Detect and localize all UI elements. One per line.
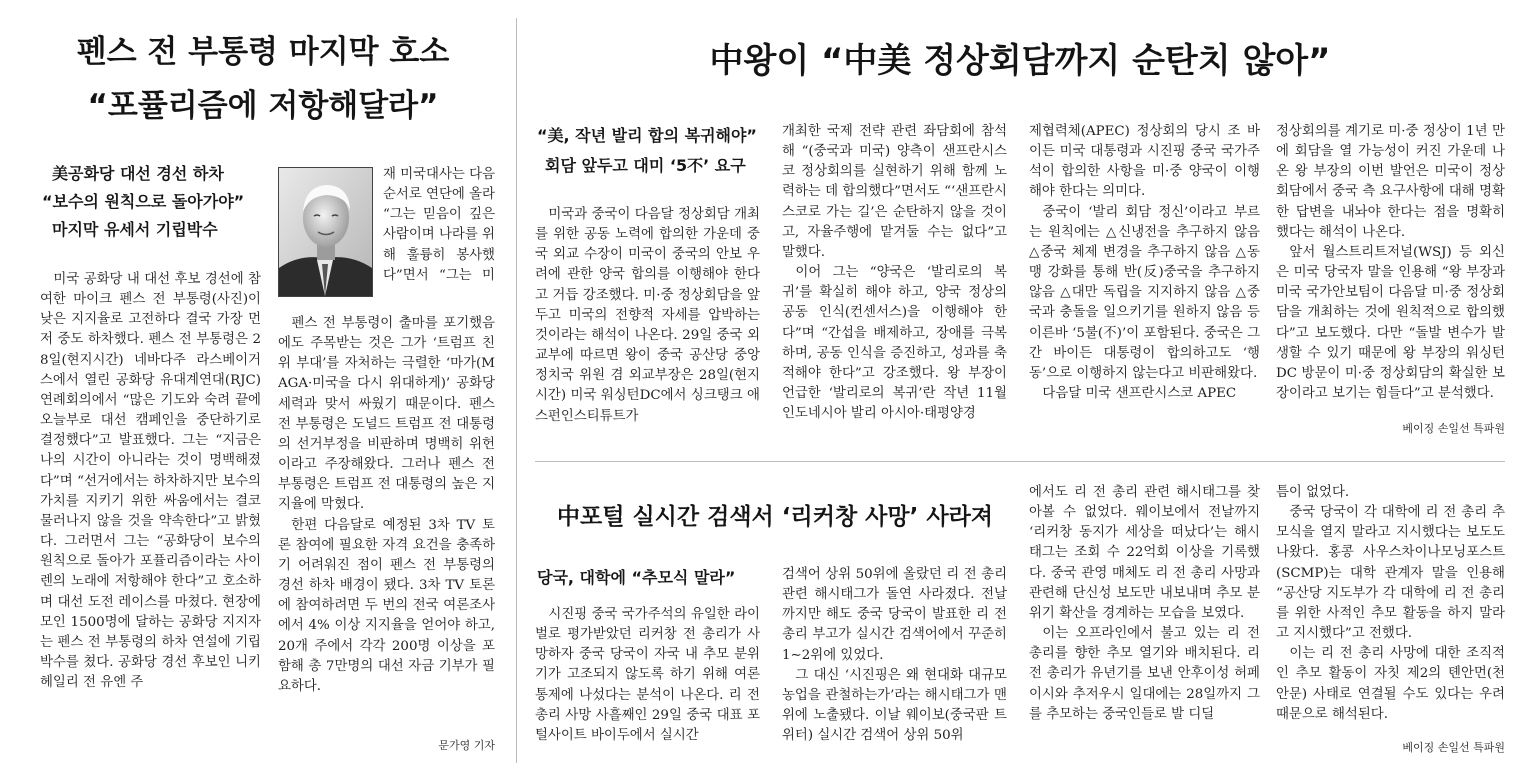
left-subhead-3: 마지막 유세서 기립박수 bbox=[52, 220, 218, 239]
bottom-article-column-1 bbox=[535, 605, 760, 765]
column-divider-vertical bbox=[516, 18, 517, 763]
bottom-col3-para1: 에서도 리 전 총리 관련 해시태그를 찾아볼 수 없었다. 웨이보에서 전날까지 ‘리커창 동지가 세상을 떠났다’는 해시태그는 조회 수 22억회 이상을 기록했다. 중국 관영 매체도 리 전 총리 사망과 관련해 단신성 보도만 내보내며 추모 분위기 확산을 경계하는 모습을 보였다. bbox=[1029, 485, 1260, 621]
left-article-column-2b bbox=[278, 314, 495, 734]
top-col3-para3: 다음달 미국 샌프란시스코 APEC bbox=[1042, 386, 1237, 402]
bottom-col2-para2: 그 대신 ‘시진핑은 왜 현대화 대규모 농업을 관철하는가’라는 해시태그가 맨 위에 노출됐다. 이날 웨이보(중국판 트위터) 실시간 검색어 상위 50위 bbox=[782, 667, 1007, 744]
left-headline-line2: “포퓰리즘에 저항해달라” bbox=[87, 88, 439, 124]
top-col2-para1: 개최한 국제 전략 관련 좌담회에 참석해 “(중국과 미국) 양측이 샌프란시스코 정상회의를 실현하기 위해 함께 노력하는 데 합의했다”면서도 “‘샌프란시스코로 가는 길’은 순탄하지 않을 것이고, 자율주행에 맡겨둘 수는 없다”고 말했다. bbox=[782, 124, 1007, 260]
left-byline: 문가영 기자 bbox=[438, 739, 495, 752]
top-byline: 베이징 손일선 특파원 bbox=[1402, 422, 1505, 435]
left-subhead-1: 美공화당 대선 경선 하차 bbox=[52, 164, 224, 183]
top-col4-para2: 앞서 월스트리트저널(WSJ) 등 외신은 미국 당국자 말을 인용해 “왕 부장과 미국 국가안보팀이 다음달 미·중 정상회담을 개최하는 것에 원칙적으로 합의했다”고 보도했다. 다만 “돌발 변수가 발생할 수 있기 때문에 왕 부장의 워싱턴DC 방문이 미·중 정상회담의 확실한 보장이라고 보기는 힘들다”고 분석했다. bbox=[1276, 244, 1505, 402]
bottom-col4-para2: 중국 당국이 각 대학에 리 전 총리 추모식을 열지 말라고 지시했다는 보도도 나왔다. 홍콩 사우스차이나모닝포스트(SCMP)는 대학 관계자 말을 인용해 “공산당 지도부가 각 대학에 리 전 총리를 위한 사적인 추모 활동을 하지 말라고 지시했다”고 전했다. bbox=[1276, 505, 1505, 642]
bottom-article-column-3 bbox=[1029, 483, 1260, 765]
left-article-column-1 bbox=[40, 270, 261, 764]
bottom-col4-para1: 틈이 없었다. bbox=[1276, 485, 1350, 500]
left-subhead-2: “보수의 원칙으로 돌아가야” bbox=[42, 192, 245, 211]
left-col1-text: 미국 공화당 내 대선 후보 경선에 참여한 마이크 펜스 전 부통령(사진)이 낮은 지지율로 고전하다 결국 가장 먼저 중도 하차했다. 펜스 전 부통령은 28일(현지시간) 네바다주 라스베이거스에서 열린 공화당 유대계연대(RJC) 연례회의에서 “많은 기도와 숙려 끝에 오늘부로 대선 캠페인을 중단하기로 결정했다”고 발표했다. 그는 “지금은 나의 시간이 아니라는 것이 명백해졌다”며 “선거에서는 하차하지만 보수의 가치를 지키기 위한 싸움에서는 결코 물러나지 않을 것을 약속한다”고 밝혔다. 그러면서 그는 “공화당이 보수의 원칙으로 돌아가 포퓰리즘이라는 사이렌의 노래에 저항해야 한다”고 호소하며 대선 도전 레이스를 마쳤다. 현장에 모인 1500명에 달하는 공화당 지지자는 펜스 전 부통령의 하차 연설에 기립 박수를 쳤다. 공화당 경선 후보인 니키 헤일리 전 유엔 주 bbox=[40, 272, 261, 691]
bottom-col3-para2: 이는 오프라인에서 불고 있는 리 전 총리를 향한 추모 열기와 배치된다. 리 전 총리가 유년기를 보낸 안후이성 허페이시와 추저우시 일대에는 28일까지 그를 추모하는 중국인들로 발 디딜 bbox=[1029, 626, 1260, 722]
bottom-byline: 베이징 손일선 특파원 bbox=[1402, 741, 1505, 754]
bottom-headline: 中포털 실시간 검색서 ‘리커창 사망’ 사라져 bbox=[557, 504, 993, 530]
top-col3-para2: 중국이 ‘발리 회담 정신’이라고 부르는 원칙에는 △신냉전을 추구하지 않음 △중국 체제 변경을 추구하지 않음 △동맹 강화를 통해 반(反)중국을 추구하지 않음 △대만 독립을 지지하지 않음 △중국과 충돌을 일으키기를 원하지 않음 등 이른바 ‘5불(不)’이 포함된다. 중국은 그간 바이든 대통령이 합의하고도 ‘행동’으로 이행하지 않는다고 비판해왔다. bbox=[1029, 204, 1260, 381]
bottom-col1-text: 시진핑 중국 국가주석의 유일한 라이벌로 평가받았던 리커창 전 총리가 사망하자 중국 당국이 자국 내 추모 분위기가 고조되지 않도록 하기 위해 여론 통제에 나섰다는 분석이 나온다. 리 전 총리 사망 사흘째인 29일 중국 대표 포털사이트 바이두에서 실시간 bbox=[535, 607, 760, 743]
left-col2-para3: 한편 다음달로 예정된 3차 TV 토론 참여에 필요한 자격 요건을 충족하기 어려워진 점이 펜스 전 부통령의 경선 하차 배경이 됐다. 3차 TV 토론에 참여하려면 두 번의 전국 여론조사에서 4% 이상 지지율을 얻어야 하고, 20개 주에서 각각 200명 이상을 포함해 총 7만명의 대선 자금 기부가 필요하다. bbox=[278, 517, 495, 694]
portrait-image bbox=[279, 168, 372, 296]
bottom-col2-para1: 검색어 상위 50위에 올랐던 리 전 총리 관련 해시태그가 돌연 사라졌다. 전날까지만 해도 중국 당국이 발표한 리 전 총리 부고가 실시간 검색어에서 꾸준히 1∼2위에 있었다. bbox=[782, 567, 1007, 663]
top-headline: 中왕이 “中美 정상회담까지 순탄치 않아” bbox=[709, 41, 1331, 81]
left-col2-para2: 펜스 전 부통령이 출마를 포기했음에도 주목받는 것은 그가 ‘트럼프 친위 부대’를 자처하는 극렬한 ‘마가(MAGA·미국을 다시 위대하게)’ 공화당 세력과 맞서 싸웠기 때문이다. 펜스 전 부통령은 도널드 트럼프 전 대통령의 선거부정을 비판하며 명백히 위헌이라고 주장해왔다. 그러나 펜스 전 부통령은 트럼프 전 대통령의 높은 지지율에 막혔다. bbox=[278, 316, 495, 513]
top-col2-para2: 이어 그는 “양국은 ‘발리로의 복귀’를 확실히 해야 하고, 양국 정상의 공동 인식(컨센서스)을 이행해야 한다”며 “간섭을 배제하고, 장애를 극복하며, 공동 인식을 증진하고, 성과를 축적해야 한다”고 강조했다. 왕 부장이 언급한 ‘발리로의 복귀’란 작년 11월 인도네시아 발리 아시아·태평양경 bbox=[782, 265, 1007, 422]
bottom-col4-para3: 이는 리 전 총리 사망에 대한 조직적인 추모 활동이 자칫 제2의 톈안먼(천안문) 사태로 연결될 수도 있다는 우려 때문으로 해석된다. bbox=[1276, 646, 1505, 722]
top-col3-para1: 제협력체(APEC) 정상회의 당시 조 바이든 미국 대통령과 시진핑 중국 국가주석이 합의한 사항을 미·중 양국이 이행해야 한다는 의미다. bbox=[1029, 124, 1260, 200]
section-divider-horizontal bbox=[535, 461, 1505, 462]
bottom-article-column-4 bbox=[1276, 483, 1505, 733]
top-subhead-1: “美, 작년 발리 합의 복귀해야” bbox=[537, 126, 757, 145]
left-headline-line1: 펜스 전 부통령 마지막 호소 bbox=[76, 34, 450, 70]
bottom-subhead-1: 당국, 대학에 “추모식 말라” bbox=[537, 568, 736, 587]
top-article-column-2 bbox=[782, 122, 1007, 442]
top-col4-para1: 정상회의를 계기로 미·중 정상이 1년 만에 회담을 열 가능성이 커진 가운데 나온 왕 부장의 이번 발언은 미국이 정상회담에서 중국 측 요구사항에 대해 명확한 답변을 내놔야 한다는 점을 명확히 했다는 해석이 나온다. bbox=[1276, 124, 1505, 240]
pence-photo bbox=[278, 167, 373, 297]
top-subhead-2: 회담 앞두고 대미 ‘5不’ 요구 bbox=[545, 156, 746, 175]
left-article-column-2a bbox=[383, 165, 495, 287]
bottom-article-column-2 bbox=[782, 565, 1007, 765]
top-article-column-4 bbox=[1276, 122, 1505, 418]
top-article-column-1 bbox=[535, 205, 760, 441]
left-col2-intro-text: 재 미국대사는 다음 순서로 연단에 올라 “그는 믿음이 깊은 사람이며 나라를 위해 훌륭히 봉사했다”면서 “그는 미 bbox=[383, 167, 495, 283]
top-col1-text: 미국과 중국이 다음달 정상회담 개최를 위한 공동 노력에 합의한 가운데 중국 외교 수장이 미국이 중국의 안보 우려에 관한 양국 합의를 이행해야 한다고 거듭 강조했다. 미·중 정상회담을 앞두고 미국의 전향적 자세를 압박하는 것이라는 해석이 나온다. 29일 중국 외교부에 따르면 왕이 중국 공산당 중앙정치국 위원 겸 외교부장은 28일(현지시간) 미국 워싱턴DC에서 싱크탱크 애스펀인스티튜트가 bbox=[535, 207, 760, 424]
top-article-column-3 bbox=[1029, 122, 1260, 442]
